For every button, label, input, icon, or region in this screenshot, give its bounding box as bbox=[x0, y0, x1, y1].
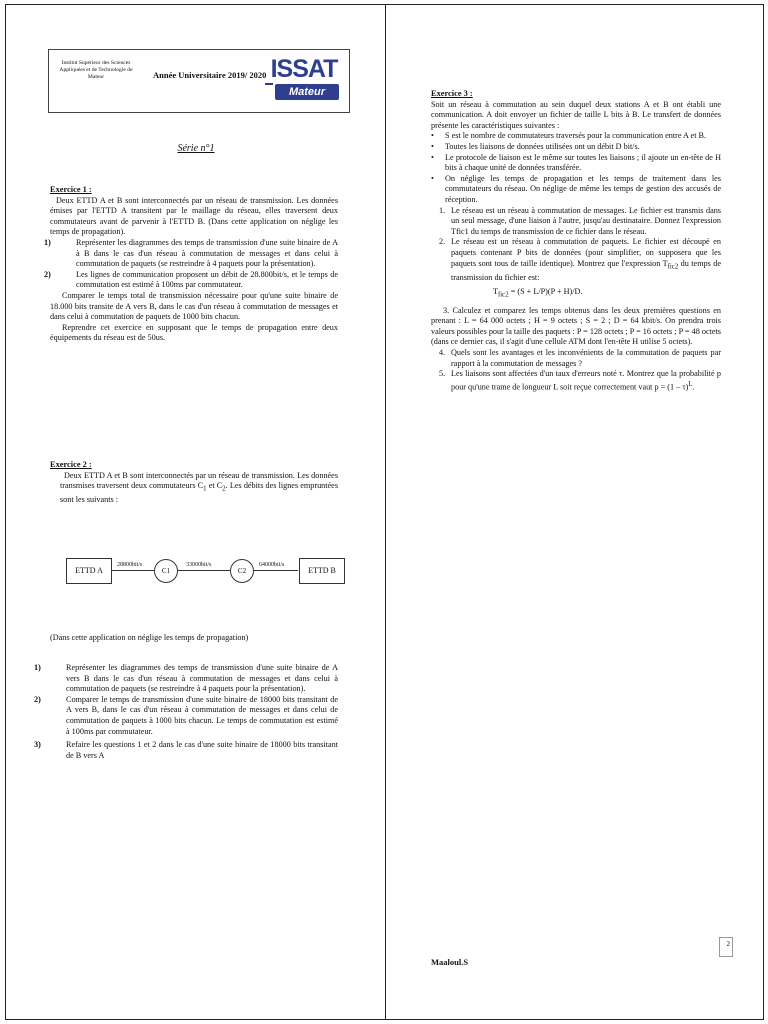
logo-text: ISSAT bbox=[270, 55, 338, 83]
link-a-c1 bbox=[111, 570, 154, 571]
header-box bbox=[48, 49, 350, 113]
exercise-1-title: Exercice 1 : bbox=[50, 185, 92, 194]
serie-title: Série n°1 bbox=[177, 143, 215, 154]
exercise-2-title: Exercice 2 : bbox=[50, 460, 92, 469]
academic-year: Année Universitaire 2019/ 2020 bbox=[153, 70, 267, 80]
link-c2-b-rate: 64000bit/s bbox=[259, 562, 285, 568]
exercise-3-q1: 1. Le réseau est un réseau à commutation de messages. Le fichier est transmis dans un seul message, d'une liaison à l'autre, jusqu'au destinataire. Donnez l'expression Tfic1 du temps de transmission de ce fichier dans le réseau. bbox=[439, 205, 721, 236]
exercise-3-q5: 5. Les liaisons sont affectées d'un taux d'erreurs noté τ. Montrez que la probabilité p pour qu'une trame de longueur L soit reçue correctement vaut p = (1 – τ)$^L$. bbox=[439, 369, 721, 392]
page-number: 2 bbox=[719, 937, 733, 957]
exercise-3-intro: Soit un réseau à commutation au sein duquel deux stations A et B ont établi une communication. A doit envoyer un fichier de taille L bits à B. Le transfert de données présente les caractéristiques suivantes : bbox=[431, 99, 721, 130]
exercise-3-bullet: • Toutes les liaisons de données utilisées ont un débit D bit/s. bbox=[431, 142, 721, 153]
network-diagram bbox=[66, 553, 346, 587]
page-left bbox=[5, 4, 385, 1020]
exercise-3-bullet: • Le protocole de liaison est le même sur toutes les liaisons ; il ajoute un en-tête de H bits à chaque unité de données transférée. bbox=[431, 153, 721, 174]
node-ettd-b: ETTD B bbox=[299, 558, 345, 584]
node-c1: C1 bbox=[154, 559, 178, 583]
page-right bbox=[385, 4, 764, 1020]
formula: $T_{fic2} = (S + L/P)(P + H)/D$. bbox=[493, 287, 583, 299]
link-c1-c2-rate: 33000bit/s bbox=[186, 562, 212, 568]
author: Maaloul.S bbox=[431, 957, 469, 967]
exercise-2-q1: 1) Représenter les diagrammes des temps de transmission d'une suite binaire de A vers B dans le cas d'un réseau à commutation de messages et dans celui à commutation de paquets (se restreindre à 4 paquets pour la présentation). bbox=[34, 663, 338, 694]
exercise-3-q3: 3. Calculez et comparez les temps obtenus dans les deux premières questions en prenant : L = 64 000 octets ; H = 9 octets ; S = 2 ; D = 64 kbit/s. On prendra trois valeurs possibles pour la taille des paquets : P = 128 octets ; P = 16 octets ; P = 48 octets (dans ce dernier cas, il s'agit d'une cellule ATM dont l'en-tête H utilise 5 octets). bbox=[431, 305, 721, 347]
exercise-2-questions bbox=[34, 663, 338, 761]
link-a-c1-rate: 28800bit/s bbox=[117, 562, 143, 568]
exercise-2-note: (Dans cette application on néglige les temps de propagation) bbox=[50, 633, 249, 642]
node-c2: C2 bbox=[230, 559, 254, 583]
exercise-3-q4: 4. Quels sont les avantages et les inconvénients de la commutation de paquets par rapport à la commutation de messages ? bbox=[439, 347, 721, 368]
link-c1-c2 bbox=[178, 570, 230, 571]
exercise-1-reprise: Reprendre cet exercice en supposant que le temps de propagation entre deux équipements du réseau est de 50us. bbox=[50, 322, 338, 343]
exercise-1 bbox=[44, 185, 338, 344]
exercise-1-q2: 2) Les lignes de communication proposent un débit de 28.800bit/s, et le temps de commutation est estimé à 100ms par commutateur. bbox=[44, 269, 338, 290]
institute-name: Institut Supérieur des Sciences Appliquées et de Technologie de Mateur bbox=[59, 60, 133, 80]
exercise-3-bullet: • S est le nombre de commutateurs traversés pour la communication entre A et B. bbox=[431, 131, 721, 142]
exercise-1-compare: Comparer le temps total de transmission nécessaire pour qu'une suite binaire de 18.000 bits transite de A vers B, dans le cas d'un réseau à commutation de messages et dans celui à commutation de paquets de 1000 bits chacun. bbox=[50, 290, 338, 322]
exercise-3-title: Exercice 3 : bbox=[431, 89, 473, 98]
logo-subtext: Mateur bbox=[275, 84, 339, 100]
link-c2-b bbox=[254, 570, 298, 571]
exercise-3-bullet: • On néglige les temps de propagation et les temps de traitement dans les commutateurs du réseau. On néglige de même les temps de gestion des accusés de réception. bbox=[431, 174, 721, 206]
issat-logo bbox=[265, 54, 343, 106]
exercise-1-q1: 1) Représenter les diagrammes des temps de transmission d'une suite binaire de A à B dans le cas d'un réseau à commutation de messages et dans celui à commutation de paquets (se restreindre à 4 paquets pour la présentation). bbox=[44, 237, 338, 269]
exercise-3-q2: 2. Le réseau est un réseau à commutation de paquets. Le fichier est découpé en paquets contenant P bits de données (pour simplifier, on supposera que les paquets sont tous de taille identique). Montrez que l'expression $T_{fic2}$ du temps de transmission du fichier est: bbox=[439, 237, 721, 282]
exercise-3 bbox=[431, 89, 721, 393]
node-ettd-a: ETTD A bbox=[66, 558, 112, 584]
exercise-2-q2: 2) Comparer le temps de transmission d'une suite binaire de 18000 bits transitant de A vers B, dans le cas d'un réseau à commutation de messages et dans celui de commutation de paquets à 1000 bits chacun. Le temps de commutation est estimé à 100ms par commutateur. bbox=[34, 694, 338, 736]
exercise-2-q3: 3) Refaire les questions 1 et 2 dans le cas d'une suite binaire de 18000 bits transitant de B vers A bbox=[34, 740, 338, 760]
exercise-2 bbox=[50, 460, 338, 506]
exercise-1-intro: Deux ETTD A et B sont interconnectés par un réseau de transmission. Les données émises par l'ETTD A transitent par le maillage du réseau, elles traversent deux commutateurs avant de parvenir à l'ETTD B. (Dans cette application on néglige les temps de propagation). bbox=[50, 195, 338, 237]
exercise-2-intro: Deux ETTD A et B sont interconnectés par un réseau de transmission. Les données transmises traversent deux commutateurs $C_1$ et $C_2$. Les débits des lignes empruntées sont les suivants : bbox=[60, 470, 339, 505]
